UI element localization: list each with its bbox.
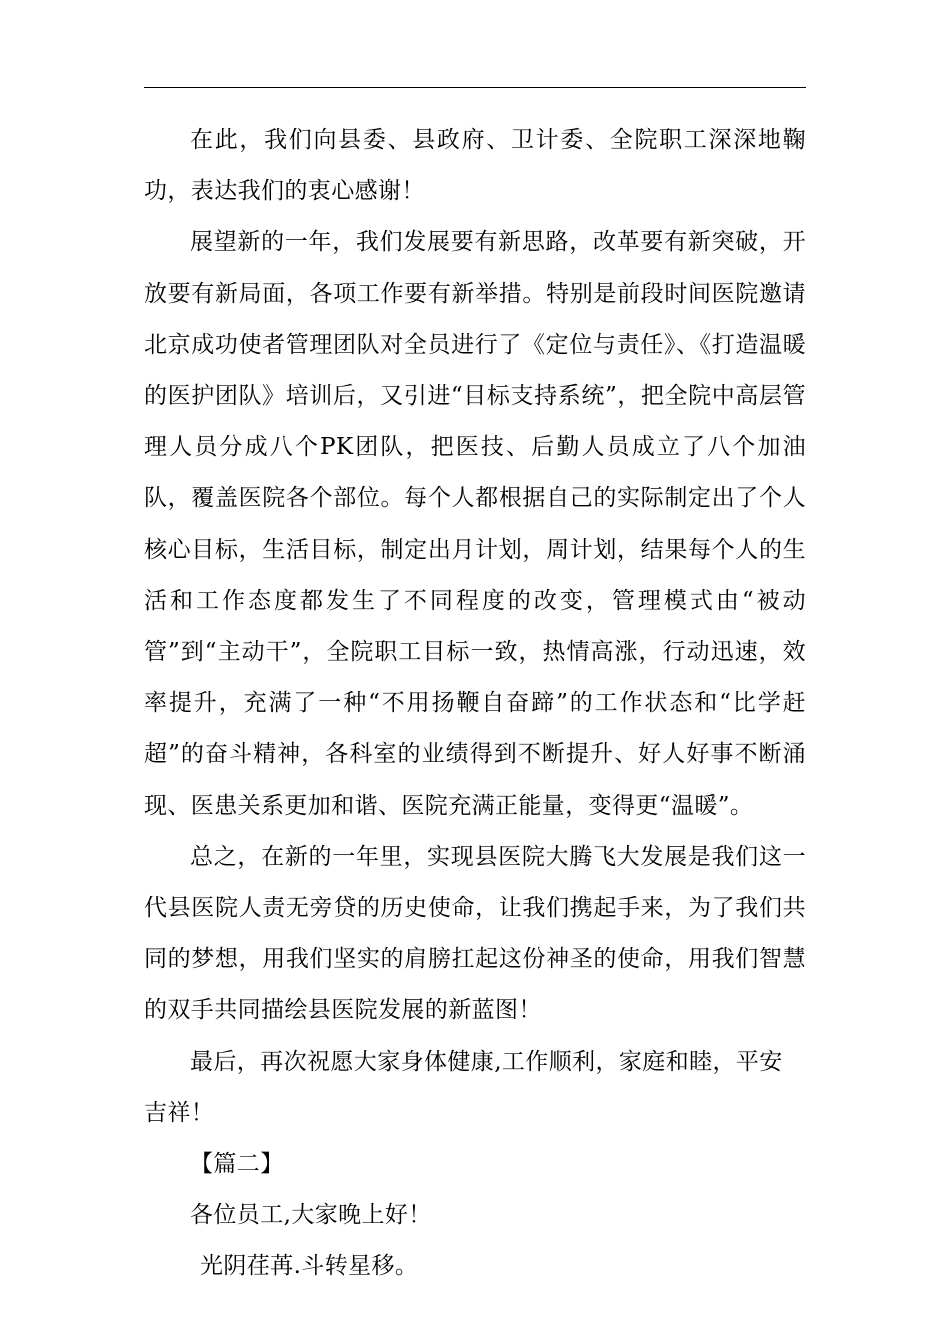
paragraph-thanks: 在此，我们向县委、县政府、卫计委、全院职工深深地鞠功，表达我们的衷心感谢！ (144, 127, 806, 205)
paragraph-wishes: 最后，再次祝愿大家身体健康,工作顺利，家庭和睦，平安吉祥！ (144, 1048, 783, 1126)
greeting-line: 各位员工,大家晚上好！ (190, 1202, 432, 1229)
paragraph-outlook: 展望新的一年，我们发展要有新思路，改革要有新突破，开放要有新局面，各项工作要有新举措。特别是前段时间医院邀请北京成功使者管理团队对全员进行了《定位与责任》、《打造温暖的医护团队》培训后，又引进“目标支持系统”，把全院中高层管理人员分成八个PK团队，把医技、后勤人员成立了八个加油队，覆盖医院各个部位。每个人都根据自己的实际制定出了个人核心目标，生活目标，制定出月计划，周计划，结果每个人的生活和工作态度都发生了不同程度的改变，管理模式由“被动管”到“主动干”，全院职工目标一致，热情高涨，行动迅速，效率提升，充满了一种“不用扬鞭自奋蹄”的工作状态和“比学赶超”的奋斗精神，各科室的业绩得到不断提升、好人好事不断涌现、医患关系更加和谐、医院充满正能量，变得更“温暖”。 (144, 229, 806, 819)
header-rule (144, 87, 806, 88)
opening-line: 光阴荏苒.斗转星移。 (200, 1253, 419, 1280)
document-body (144, 115, 806, 1293)
section-heading: 【篇二】 (190, 1151, 284, 1178)
paragraph-summary: 总之，在新的一年里，实现县医院大腾飞大发展是我们这一代县医院人责无旁贷的历史使命，让我们携起手来，为了我们共同的梦想，用我们坚实的肩膀扛起这份神圣的使命，用我们智慧的双手共同描绘县医院发展的新蓝图！ (144, 843, 806, 1024)
